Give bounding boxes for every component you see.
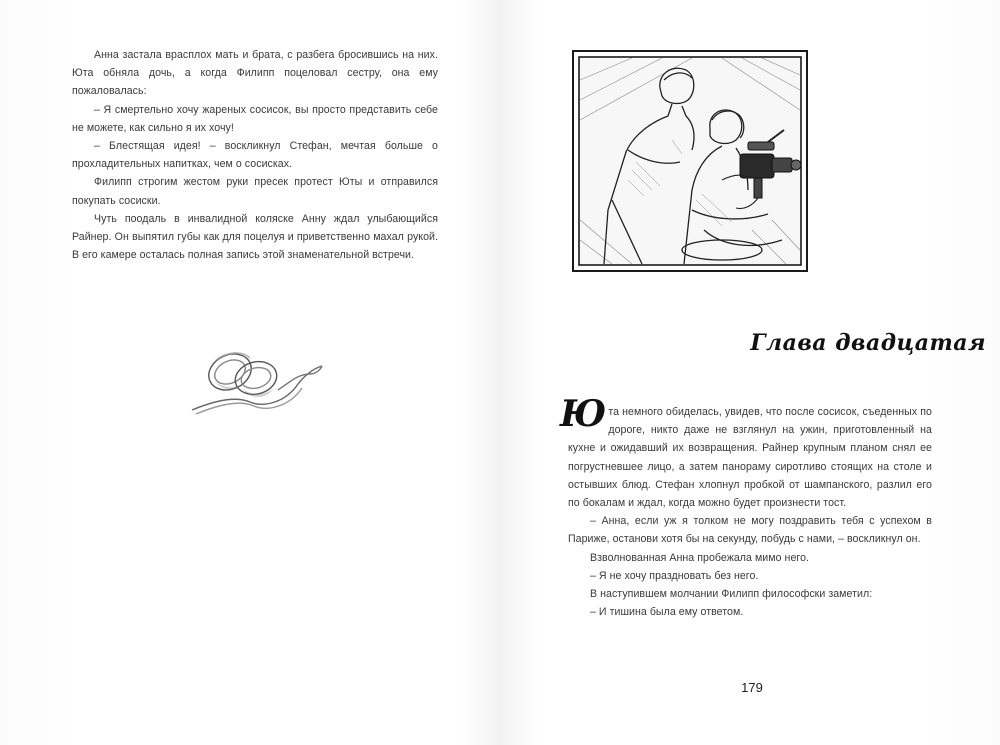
paragraph: В наступившем молчании Филипп философски заметил: bbox=[590, 588, 873, 601]
chapter-title: Глава двадцатая bbox=[750, 330, 986, 356]
opening-paragraph bbox=[560, 393, 932, 512]
left-page-text bbox=[72, 46, 438, 264]
rings-ornament-icon bbox=[186, 330, 326, 420]
paragraph: Взволнованная Анна пробежала мимо него. bbox=[590, 551, 810, 564]
paragraph: – Анна, если уж я толком не могу поздравить тебя с успехом в Париже, останови хотя бы на секунду, побудь с нами, – воскликнул он. bbox=[568, 515, 932, 546]
drop-cap: Ю bbox=[560, 393, 605, 435]
paragraph: Чуть поодаль в инвалидной коляске Анну ждал улыбающийся Райнер. Он выпятил губы как для поцелуя и приветственно махал рукой. В его камере осталась полная запись этой знаменательной встречи. bbox=[72, 212, 438, 262]
paragraph: та немного обиделась, увидев, что после сосисок, съеденных по дороге, никто даже не взглянул на ужин, приготовленный на кухне и ожидавший их возвращения. Райнер крупным планом снял ее погрустневшее лицо, а затем панораму сиротливо стоящих на столе и остывших блюд. Стефан хлопнул пробкой от шампанского, разлил его по бокалам и ждал, когда можно будет произнести тост. bbox=[568, 406, 932, 510]
paragraph: – Я смертельно хочу жареных сосисок, вы просто представить себе не можете, как сильно я их хочу! bbox=[72, 103, 438, 134]
right-page bbox=[500, 0, 1000, 745]
paragraph: Анна застала врасплох мать и брата, с разбега бросившись на них. Юта обняла дочь, а когда Филипп поцеловал сестру, она ему пожаловалась: bbox=[72, 49, 438, 98]
paragraph: – Я не хочу праздновать без него. bbox=[590, 569, 759, 582]
right-page-text bbox=[560, 393, 932, 621]
paragraph: Филипп строгим жестом руки пресек протест Юты и отправился покупать сосиски. bbox=[72, 176, 438, 207]
paragraph: – И тишина была ему ответом. bbox=[590, 606, 744, 619]
illustration-camera-scene-icon bbox=[572, 50, 808, 272]
page-number: 179 bbox=[741, 680, 763, 695]
paragraph: – Блестящая идея! – воскликнул Стефан, мечтая больше о прохладительных напитках, чем о сосисках. bbox=[72, 140, 438, 171]
